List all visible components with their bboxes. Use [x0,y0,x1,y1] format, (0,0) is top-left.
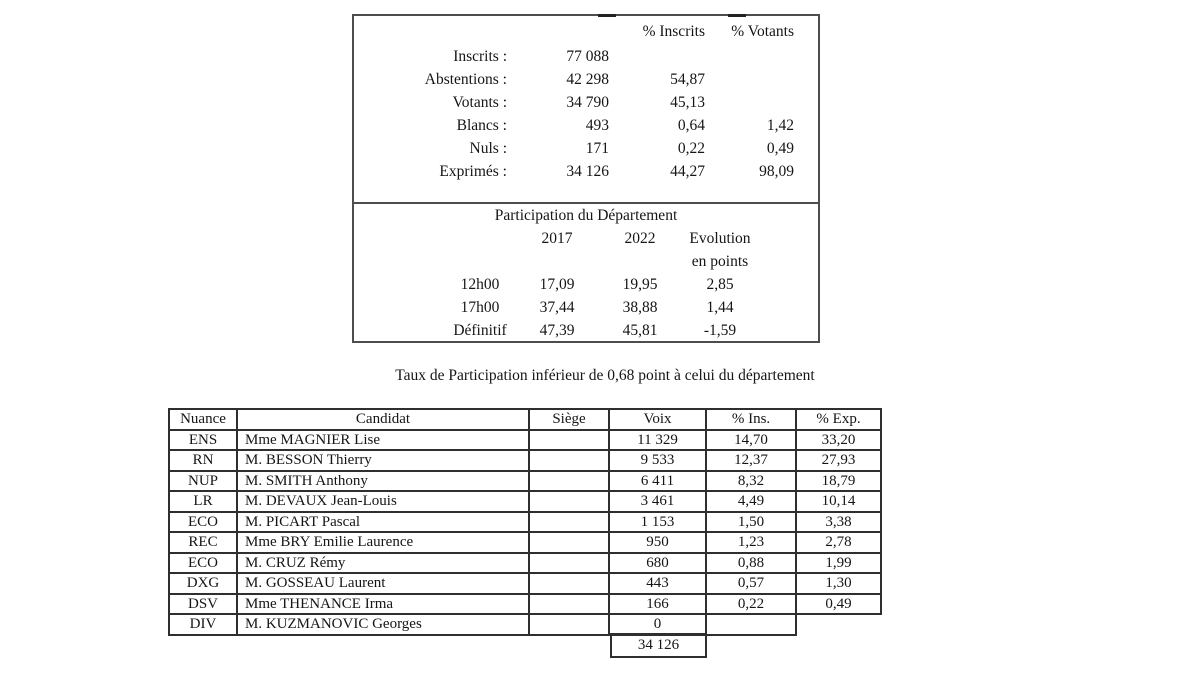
participation-title: Participation du Département [494,207,678,224]
table-row [170,451,882,472]
participation-time: 17h00 [460,299,500,316]
stats-value: 171 [585,140,609,157]
table-row [170,513,882,534]
voix-cell: 3 461 [610,492,707,513]
stats-value: 34 126 [566,163,609,180]
nuance-cell: LR [170,492,238,513]
siege-cell [530,451,610,472]
stats-pct-inscrits: 44,27 [670,163,705,180]
candidat-cell: M. BESSON Thierry [238,451,530,472]
nuance-cell: ECO [170,554,238,575]
pct-ins-cell: 0,22 [707,595,797,616]
border-tick [598,14,616,17]
pct-exp-cell: 1,99 [797,554,882,575]
stats-header-pct-votants: % Votants [731,23,794,40]
stats-row-exprimes [354,160,818,183]
siege-cell [530,595,610,616]
nuance-cell: ENS [170,431,238,452]
stats-pct-votants: 0,49 [766,140,794,157]
stats-label: Nuls : [469,140,507,157]
stats-row-inscrits [354,45,818,68]
participation-2017-value: 17,09 [539,276,575,293]
participation-time: 12h00 [460,276,500,293]
participation-row-definitif [354,319,818,342]
stats-header-row [354,20,818,43]
participation-col-2017: 2017 [541,230,573,247]
participation-2022-value: 45,81 [622,322,658,339]
stats-header-spacer [507,20,609,43]
candidat-cell: M. GOSSEAU Laurent [238,574,530,595]
participation-comparison-caption: Taux de Participation inférieur de 0,68 point à celui du département [395,367,815,384]
voix-cell: 11 329 [610,431,707,452]
stats-label: Votants : [452,94,507,111]
table-row [170,595,882,616]
pct-ins-cell: 14,70 [707,431,797,452]
stats-pct-votants: 1,42 [766,117,794,134]
pct-exp-cell [797,615,882,636]
stats-row-abstentions [354,68,818,91]
table-row [170,574,882,595]
table-row [170,554,882,575]
table-row [170,431,882,452]
stats-pct-inscrits: 0,22 [677,140,705,157]
total-voix-box: 34 126 [610,633,707,658]
vote-stats-box [352,14,820,204]
participation-box [352,202,820,343]
participation-col-evolution-units: en points [691,253,749,270]
nuance-cell: ECO [170,513,238,534]
pct-ins-cell: 12,37 [707,451,797,472]
voix-cell: 0 [610,615,707,636]
stats-pct-inscrits: 45,13 [670,94,705,111]
stats-row-blancs [354,114,818,137]
header-nuance: Nuance [170,410,238,431]
stats-label: Inscrits : [453,48,507,65]
candidat-cell: M. SMITH Anthony [238,472,530,493]
participation-row-17h [354,296,818,319]
stats-value: 34 790 [566,94,609,111]
stats-pct-inscrits [609,45,705,68]
siege-cell [530,492,610,513]
pct-ins-cell: 0,88 [707,554,797,575]
participation-title-row [354,204,818,227]
candidat-cell: Mme BRY Emilie Laurence [238,533,530,554]
candidat-cell: M. DEVAUX Jean-Louis [238,492,530,513]
stats-pct-inscrits: 54,87 [670,71,705,88]
siege-cell [530,533,610,554]
participation-col-2022: 2022 [624,230,656,247]
participation-evolution-value: 2,85 [706,276,734,293]
table-row [170,492,882,513]
header-voix: Voix [610,410,707,431]
siege-cell [530,574,610,595]
pct-exp-cell: 3,38 [797,513,882,534]
participation-evolution-value: 1,44 [706,299,734,316]
border-tick [728,14,746,17]
voix-cell: 443 [610,574,707,595]
siege-cell [530,472,610,493]
pct-exp-cell: 2,78 [797,533,882,554]
nuance-cell: NUP [170,472,238,493]
voix-cell: 166 [610,595,707,616]
nuance-cell: DSV [170,595,238,616]
pct-ins-cell: 8,32 [707,472,797,493]
stats-label: Exprimés : [439,163,507,180]
stats-label: Abstentions : [424,71,507,88]
candidates-table [168,408,882,636]
voix-cell: 950 [610,533,707,554]
stats-pct-votants [705,91,794,114]
header-pct-exp: % Exp. [797,410,882,431]
stats-label: Blancs : [456,117,507,134]
table-row [170,533,882,554]
pct-exp-cell: 1,30 [797,574,882,595]
nuance-cell: DIV [170,615,238,636]
pct-ins-cell: 4,49 [707,492,797,513]
candidat-cell: M. KUZMANOVIC Georges [238,615,530,636]
nuance-cell: REC [170,533,238,554]
participation-time: Définitif [453,322,507,339]
stats-pct-votants [705,45,794,68]
participation-2022-value: 38,88 [622,299,658,316]
voix-cell: 9 533 [610,451,707,472]
table-header-row [170,410,882,431]
siege-cell [530,513,610,534]
stats-header-spacer [354,20,507,43]
table-row [170,472,882,493]
stats-pct-inscrits: 0,64 [677,117,705,134]
stats-pct-votants: 98,09 [759,163,794,180]
candidat-cell: M. PICART Pascal [238,513,530,534]
pct-ins-cell: 0,57 [707,574,797,595]
pct-exp-cell: 10,14 [797,492,882,513]
participation-col-evolution: Evolution [689,230,751,247]
pct-ins-cell: 1,50 [707,513,797,534]
pct-exp-cell: 33,20 [797,431,882,452]
participation-2017-value: 37,44 [539,299,575,316]
stats-value: 77 088 [566,48,609,65]
stats-header-pct-inscrits: % Inscrits [642,23,705,40]
pct-exp-cell: 18,79 [797,472,882,493]
header-candidat: Candidat [238,410,530,431]
stats-row-nuls [354,137,818,160]
table-row [170,615,882,636]
pct-ins-cell [707,615,797,636]
participation-header-row [354,227,818,250]
participation-2017-value: 47,39 [539,322,575,339]
participation-evolution-value: -1,59 [703,322,737,339]
stats-row-votants [354,91,818,114]
header-pct-ins: % Ins. [707,410,797,431]
stats-value: 493 [585,117,609,134]
candidat-cell: Mme MAGNIER Lise [238,431,530,452]
nuance-cell: DXG [170,574,238,595]
nuance-cell: RN [170,451,238,472]
header-siege: Siège [530,410,610,431]
pct-ins-cell: 1,23 [707,533,797,554]
pct-exp-cell: 0,49 [797,595,882,616]
candidat-cell: M. CRUZ Rémy [238,554,530,575]
siege-cell [530,615,610,636]
voix-cell: 1 153 [610,513,707,534]
participation-2022-value: 19,95 [622,276,658,293]
pct-exp-cell: 27,93 [797,451,882,472]
stats-value: 42 298 [566,71,609,88]
participation-row-12h [354,273,818,296]
candidat-cell: Mme THENANCE Irma [238,595,530,616]
siege-cell [530,431,610,452]
stats-pct-votants [705,68,794,91]
participation-header-row-2 [354,250,818,273]
voix-cell: 680 [610,554,707,575]
siege-cell [530,554,610,575]
voix-cell: 6 411 [610,472,707,493]
